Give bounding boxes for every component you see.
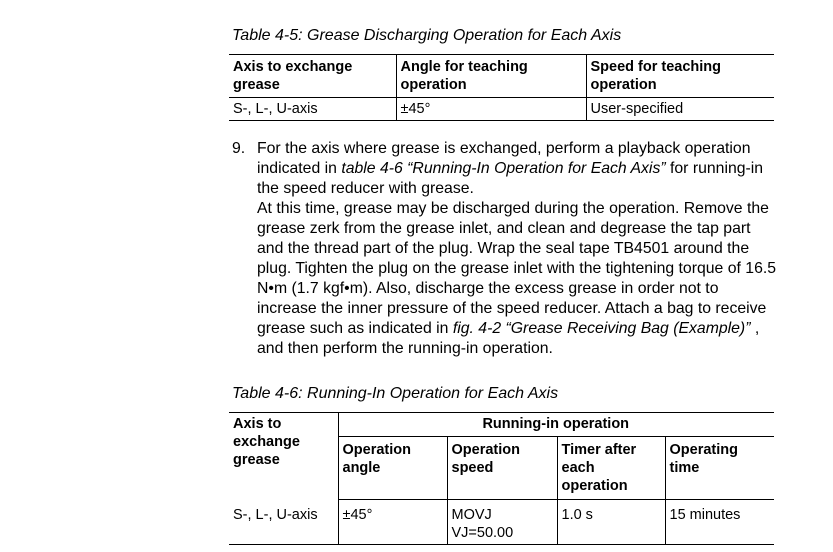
- column-header-axis: Axis to exchange grease: [229, 413, 338, 500]
- table-header-row: [229, 413, 774, 437]
- step-number: 9.: [232, 140, 246, 157]
- running-in-operation-table: [229, 412, 774, 545]
- procedure-step-9: [232, 139, 777, 359]
- table-header-row: [229, 55, 774, 98]
- step-detail-text: At this time, grease may be discharged during the operation. Remove the grease zerk from the grease inlet, and clean and degrease the tap part and the thread part of the plug. Wrap the seal tape TB4501 around the plug. Tighten the plug on the grease inlet with the tightening torque of 16.5 N•m (1.7 kgf•m). Also, discharge the excess grease in order not to increase the inner pressure of the speed reducer. Attach a bag to receive grease such as indicated in: [257, 200, 777, 337]
- cell-axis: S-, L-, U-axis: [229, 500, 338, 545]
- cell-angle: ±45°: [338, 500, 447, 545]
- column-header-speed: Speed for teaching operation: [586, 55, 774, 98]
- step-detail-end: , and then perform the running-in operation.: [257, 320, 760, 357]
- table-4-5-caption: Table 4-5: Grease Discharging Operation for Each Axis: [232, 27, 622, 44]
- step-intro-end: for running-in the speed reducer with grease.: [257, 160, 764, 197]
- fig-4-2-reference: fig. 4-2 “Grease Receiving Bag (Example)”: [452, 320, 751, 337]
- column-header-operation-angle: Operation angle: [338, 437, 447, 500]
- cell-operating-time: 15 minutes: [665, 500, 774, 545]
- column-header-angle: Angle for teaching operation: [396, 55, 586, 98]
- column-header-operating-time: Operating time: [665, 437, 774, 500]
- step-intro-text: For the axis where grease is exchanged, perform a playback operation indicated in: [257, 140, 751, 177]
- cell-angle: ±45°: [396, 98, 586, 121]
- group-header-running-in: Running-in operation: [338, 413, 774, 437]
- column-header-axis: Axis to exchange grease: [229, 55, 396, 98]
- table-row: [229, 500, 774, 545]
- table-4-6-caption: Table 4-6: Running-In Operation for Each Axis: [232, 385, 559, 402]
- cell-timer: 1.0 s: [557, 500, 665, 545]
- table-4-6-reference: table 4-6 “Running-In Operation for Each Axis”: [341, 160, 666, 177]
- column-header-operation-speed: Operation speed: [447, 437, 557, 500]
- grease-discharging-table: [229, 54, 774, 121]
- cell-speed: MOVJ VJ=50.00: [447, 500, 557, 545]
- cell-speed: User-specified: [586, 98, 774, 121]
- column-header-timer: Timer after each operation: [557, 437, 665, 500]
- cell-axis: S-, L-, U-axis: [229, 98, 396, 121]
- table-row: [229, 98, 774, 121]
